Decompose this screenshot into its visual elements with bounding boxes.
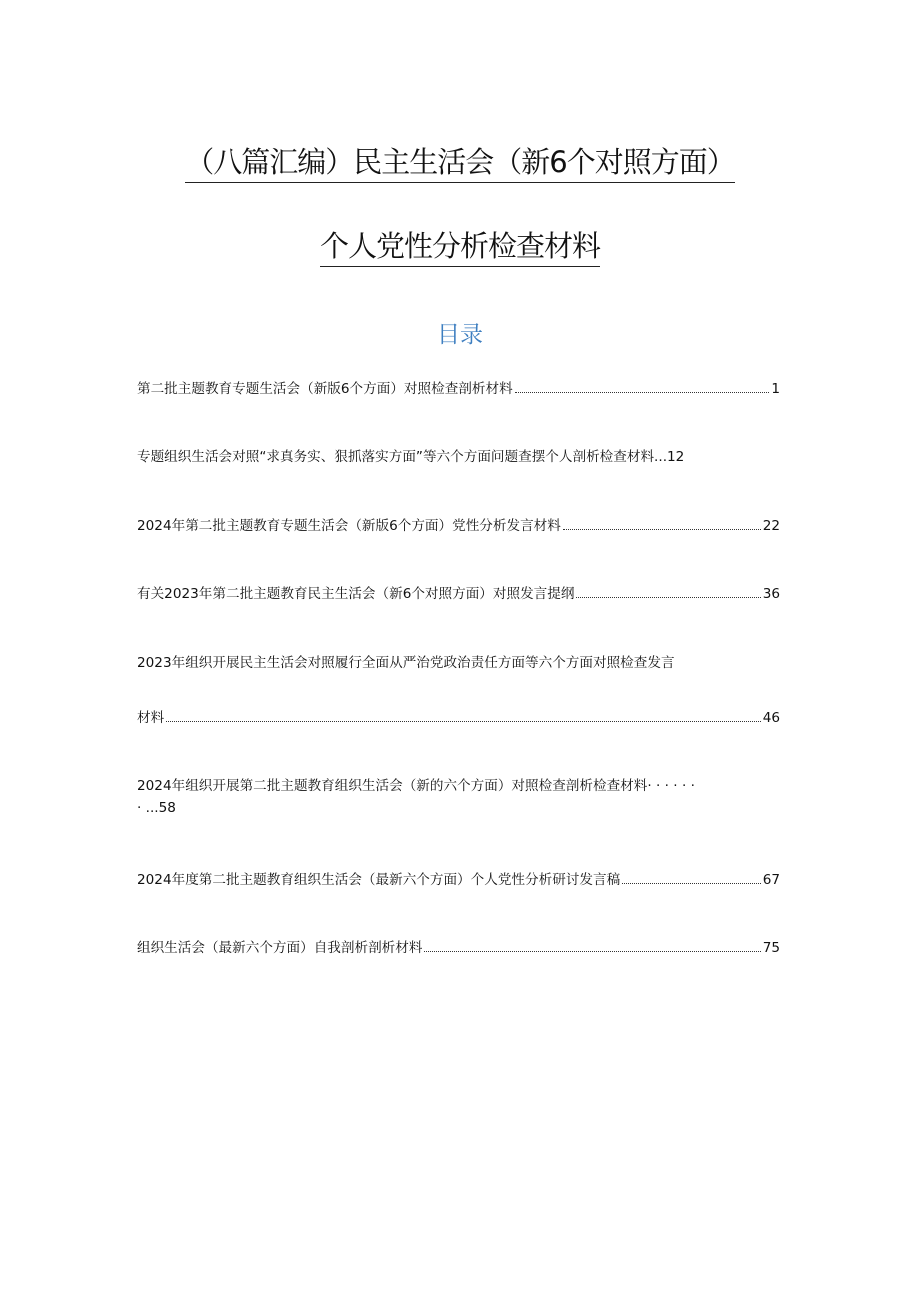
toc-entry-page: 36 [762, 586, 780, 602]
toc-entry-5-line-1[interactable]: 2023年组织开展民主生活会对照履行全面从严治党政治责任方面等六个方面对照检查发言 [137, 655, 675, 671]
toc-entry-7[interactable] [137, 868, 780, 890]
toc-entry-3[interactable] [137, 514, 780, 536]
toc-entry-8[interactable] [137, 936, 780, 958]
toc-entry-2[interactable]: 专题组织生活会对照“求真务实、狠抓落实方面”等六个方面问题查摆个人剖析检查材料...12 [137, 449, 685, 465]
toc-dot-leader [166, 720, 761, 722]
document-title-line-2 [0, 224, 920, 265]
document-title-line-1 [0, 140, 920, 181]
toc-entry-5-line-2[interactable] [137, 706, 780, 728]
toc-entry-label: 组织生活会（最新六个方面）自我剖析剖析材料 [137, 940, 423, 956]
toc-entry-page: 46 [762, 710, 780, 726]
toc-entry-page: 1 [771, 381, 780, 397]
document-title-text-2: 个人党性分析检查材料 [320, 229, 600, 267]
toc-dot-leader [515, 391, 770, 393]
toc-entry-page: 22 [762, 518, 780, 534]
toc-dot-leader [424, 950, 760, 952]
toc-entry-label: 2024年度第二批主题教育组织生活会（最新六个方面）个人党性分析研讨发言稿 [137, 872, 621, 888]
toc-entry-label: 材料 [137, 710, 165, 726]
document-title-text-1: （八篇汇编）民主生活会（新6个对照方面） [185, 145, 734, 183]
toc-entry-1[interactable] [137, 377, 780, 399]
toc-entry-label: 第二批主题教育专题生活会（新版6个方面）对照检查剖析材料 [137, 381, 513, 397]
toc-entry-page: 75 [762, 940, 780, 956]
toc-dot-leader [576, 596, 760, 598]
toc-dot-leader [622, 882, 761, 884]
toc-entry-label: 2024年第二批主题教育专题生活会（新版6个方面）党性分析发言材料 [137, 518, 561, 534]
toc-entry-label: 有关2023年第二批主题教育民主生活会（新6个对照方面）对照发言提纲 [137, 586, 575, 602]
toc-entry-page: 67 [762, 872, 780, 888]
toc-entry-6-line-2[interactable]: · ...58 [137, 800, 176, 816]
toc-entry-4[interactable] [137, 582, 780, 604]
toc-entry-6-line-1[interactable]: 2024年组织开展第二批主题教育组织生活会（新的六个方面）对照检查剖析检查材料· · · · · · [137, 778, 695, 794]
toc-heading: 目录 [437, 322, 483, 348]
toc-dot-leader [563, 528, 761, 530]
